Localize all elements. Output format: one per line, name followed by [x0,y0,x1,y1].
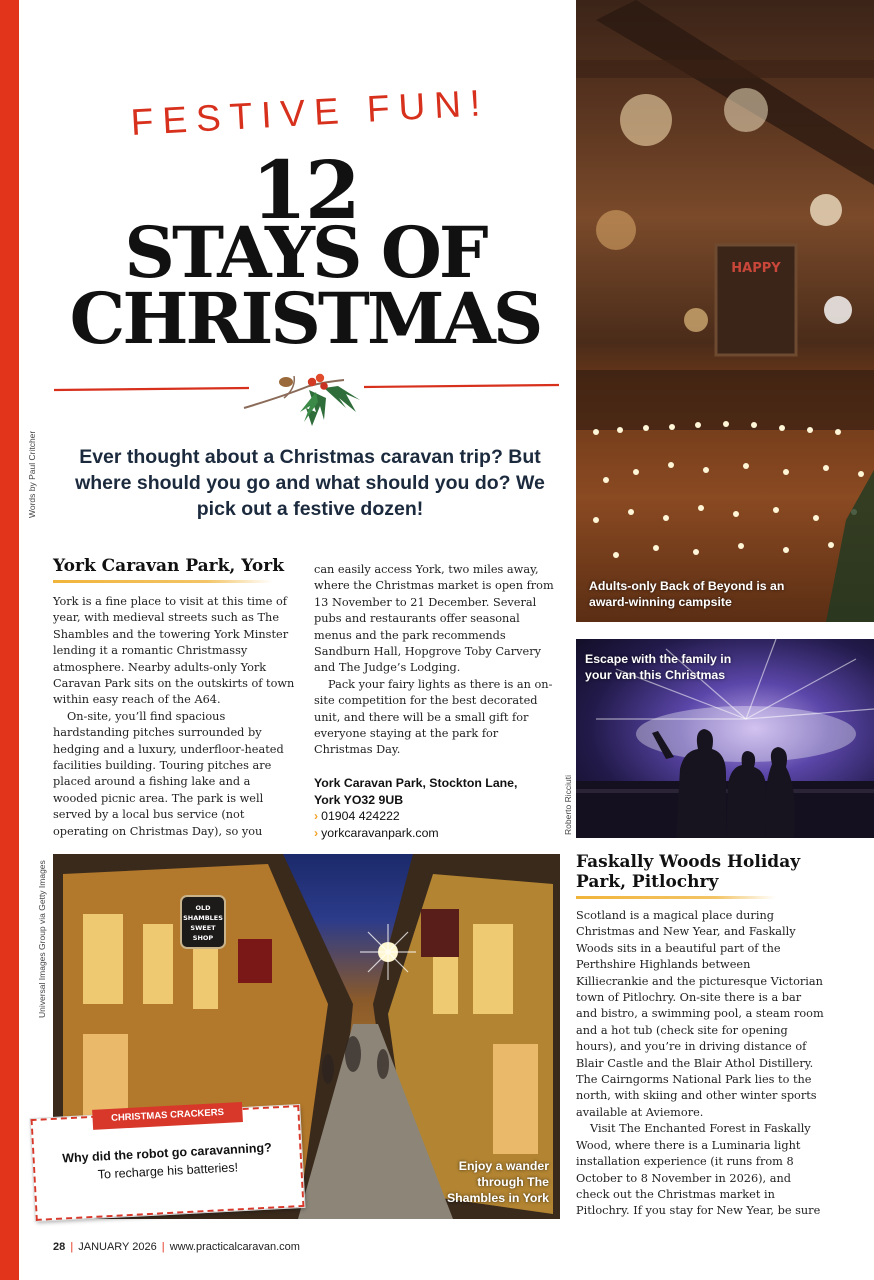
headline-line-3: CHRISTMAS [69,277,541,360]
words-credit-text: Words by Paul Critcher [27,430,37,518]
york-website-link[interactable] [314,825,558,842]
york-paragraph: York is a fine place to visit at this time of year, with medieval streets such as The Shambles and the towering York Minster lending it a romantic Christmassy atmosphere. Nearby adults-only York Caravan Park sits on the outskirts of town within easy reach of the A64. [53,595,295,707]
bar-sign-text: HAPPY [731,261,781,276]
christmas-crackers-box [31,1105,305,1221]
cracker-answer: To recharge his batteries! [97,1160,239,1182]
holly-divider [54,368,559,430]
york-contact-block [314,775,558,841]
page-edge-bar [0,0,19,1280]
chevron-right-icon: › [314,809,319,823]
headline-number: 12 [251,143,359,237]
kicker-heading: FESTIVE FUN! [129,82,491,143]
photo-credit-family [563,775,575,835]
chevron-right-icon: › [314,825,319,840]
york-heading-underline [53,580,273,583]
faskally-heading [576,852,866,892]
photo-family-lights [576,639,874,838]
cracker-question: Why did the robot go caravanning? [61,1140,273,1166]
headline-line-2: STAYS OF [124,211,486,294]
svg-text:SWEET: SWEET [190,924,216,932]
photo-credit-street [37,860,49,1020]
york-phone-number: 01904 424222 [321,809,400,823]
photo-credit-family-text: Roberto Ricciuti [563,775,573,835]
faskally-paragraph: Visit The Enchanted Forest in Faskally Wood, where there is a Luminaria light installation experience (it runs from 8 October to 8 November in 2026), and check out the Christmas market in Pitlochry. If you stay for New Year, be sure [576,1122,821,1218]
footer-website-link[interactable]: www.practicalcaravan.com [169,1241,300,1253]
york-heading: York Caravan Park, York [53,556,284,576]
footer-divider: | [70,1241,74,1253]
photo-credit-street-text: Universal Images Group via Getty Images [37,860,47,1018]
photo-pub-bar [576,0,874,622]
faskally-heading-line: Park, Pitlochry [576,872,719,892]
footer-divider: | [161,1241,165,1253]
page-footer [53,1241,300,1253]
faskally-body [576,908,824,1220]
york-website-text: yorkcaravanpark.com [321,825,439,840]
caption-bar-photo: Adults-only Back of Beyond is an award-winning campsite [589,579,785,609]
intro-standfirst: Ever thought about a Christmas caravan trip? But where should you go and what should you do? We pick out a festive dozen! [75,446,545,520]
york-paragraph: can easily access York, two miles away, where the Christmas market is open from 13 November to 21 December. Several pubs and restaurants offer seasonal menus and the park recommends Sandburn Hall, Hopgrove Toby Carvery and The Judge’s Lodging. [314,563,554,675]
words-credit [27,430,41,520]
svg-text:SHOP: SHOP [192,934,214,942]
york-paragraph: Pack your fairy lights as there is an on-site competition for the best decorated unit, and there will be a small gift for everyone staying at the park for Christmas Day. [314,677,553,757]
york-address-line: York Caravan Park, Stockton Lane, [314,776,518,790]
page-number: 28 [53,1241,66,1253]
york-column-2 [314,562,558,759]
svg-text:SHAMBLES: SHAMBLES [183,914,223,922]
york-phone[interactable] [314,808,558,825]
svg-text:OLD: OLD [195,904,211,912]
caption-family-photo: Escape with the family in your van this Christmas [585,652,732,682]
issue-date: JANUARY 2026 [78,1241,157,1253]
crackers-label: CHRISTMAS CRACKERS [92,1102,243,1130]
faskally-heading-line: Faskally Woods Holiday [576,852,801,872]
faskally-paragraph: Scotland is a magical place during Christmas and New Year, and Faskally Woods sits in a beautiful part of the Perthshire Highlands between Killiecrankie and the picturesque Victorian town of Pitlochry. On-site there is a bar and bistro, a swimming pool, a steam room and a hot tub (check site for opening hours), and you’re in driving distance of Blair Castle and the Blair Athol Distillery. The Cairngorms National Park lies to the north, with skiing and other winter sports available at Aviemore. [576,909,824,1119]
york-paragraph: On-site, you’ll find spacious hardstanding pitches surrounded by hedging and a luxury, underfloor-heated facilities building. Touring pitches are placed around a fishing lake and a wooded picnic area. The park is well served by a local bus service (not operating on Christmas Day), so you [53,709,284,838]
york-address-line: York YO32 9UB [314,792,404,807]
caption-street-photo: Enjoy a wander through The Shambles in York [446,1159,549,1205]
york-column-1 [53,594,298,840]
faskally-heading-underline [576,896,776,899]
